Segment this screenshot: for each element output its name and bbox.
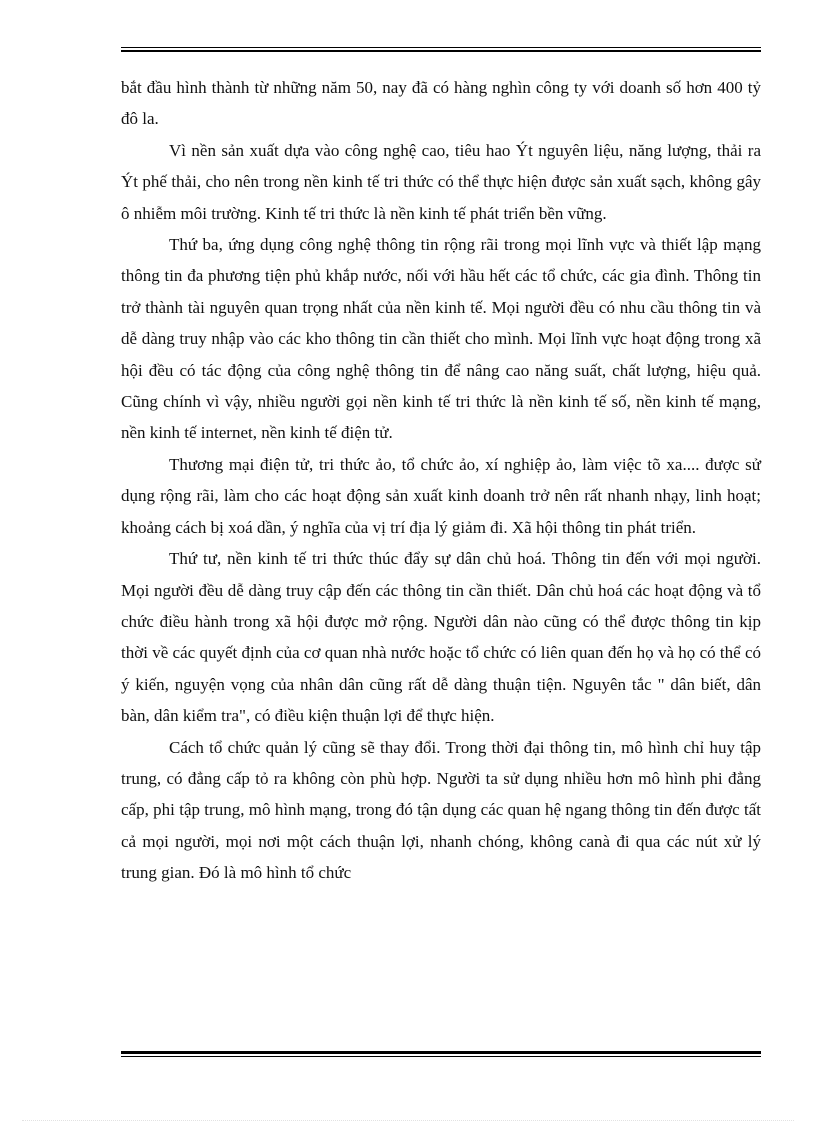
paragraph-management-change: Cách tổ chức quản lý cũng sẽ thay đổi. Trong thời đại thông tin, mô hình chỉ huy tập trung, có đẳng cấp tỏ ra không còn phù hợp. Người ta sử dụng nhiều hơn mô hình phi đẳng cấp, phi tập trung, mô hình mạng, trong đó tận dụng các quan hệ ngang thông tin đến được tất cả mọi người, mọi nơi một cách thuận lợi, nhanh chóng, không canà đi qua các nút xử lý trung gian. Đó là mô hình tổ chức (121, 737, 761, 883)
paragraph-continuation: bắt đầu hình thành từ những năm 50, nay đã có hàng nghìn công ty với doanh số hơn 400 tỷ đô la. (121, 78, 761, 129)
page-bottom-dotted-border (22, 1120, 794, 1121)
footer-rule-thick-line (121, 1051, 761, 1054)
paragraph-third-it-application: Thứ ba, ứng dụng công nghệ thông tin rộng rãi trong mọi lĩnh vực và thiết lập mạng thông tin đa phương tiện phủ khắp nước, nối với hầu hết các tổ chức, các gia đình. Thông tin trở thành tài nguyên quan trọng nhất của nền kinh tế. Mọi người đều có nhu cầu thông tin và dễ dàng truy nhập vào các kho thông tin cần thiết cho mình. Mọi lĩnh vực hoạt động trong xã hội đều có tác động của công nghệ thông tin để nâng cao năng suất, chất lượng, hiệu quả. Cũng chính vì vậy, nhiều người gọi nền kinh tế tri thức là nền kinh tế số, nền kinh tế mạng, nền kinh tế internet, nền kinh tế điện tử. (121, 235, 761, 443)
paragraph-clean-production: Vì nền sản xuất dựa vào công nghệ cao, tiêu hao Ýt nguyên liệu, năng lượng, thải ra Ýt phế thải, cho nên trong nền kinh tế tri thức có thể thực hiện được sản xuất sạch, không gây ô nhiễm môi trường. Kinh tế tri thức là nền kinh tế phát triển bền vững. (121, 140, 761, 223)
page-body-text (121, 72, 761, 889)
footer-double-rule (121, 1051, 761, 1059)
header-double-rule (121, 47, 761, 53)
paragraph-fourth-democratization: Thứ tư, nền kinh tế tri thức thúc đẩy sự dân chủ hoá. Thông tin đến với mọi người. Mọi người đều dễ dàng truy cập đến các thông tin cần thiết. Dân chủ hoá các hoạt động và tổ chức điều hành trong xã hội được mở rộng. Người dân nào cũng có thể được thông tin kịp thời về các quyết định của cơ quan nhà nước hoặc tổ chức có liên quan đến họ và họ có thể có ý kiến, nguyện vọng của nhân dân cũng rất dễ dàng thuận tiện. Nguyên tắc " dân biết, dân bàn, dân kiểm tra", có điều kiện thuận lợi để thực hiện. (121, 549, 761, 726)
header-rule-thick-line (121, 50, 761, 52)
paragraph-e-commerce: Thương mại điện tử, tri thức ảo, tổ chức ảo, xí nghiệp ảo, làm việc tõ xa.... được sử dụng rộng rãi, làm cho các hoạt động sản xuất kinh doanh trở nên rất nhanh nhạy, linh hoạt; khoảng cách bị xoá dần, ý nghĩa của vị trí địa lý giảm đi. Xã hội thông tin phát triển. (121, 454, 761, 537)
footer-rule-thin-line (121, 1056, 761, 1057)
header-rule-thin-line (121, 47, 761, 48)
